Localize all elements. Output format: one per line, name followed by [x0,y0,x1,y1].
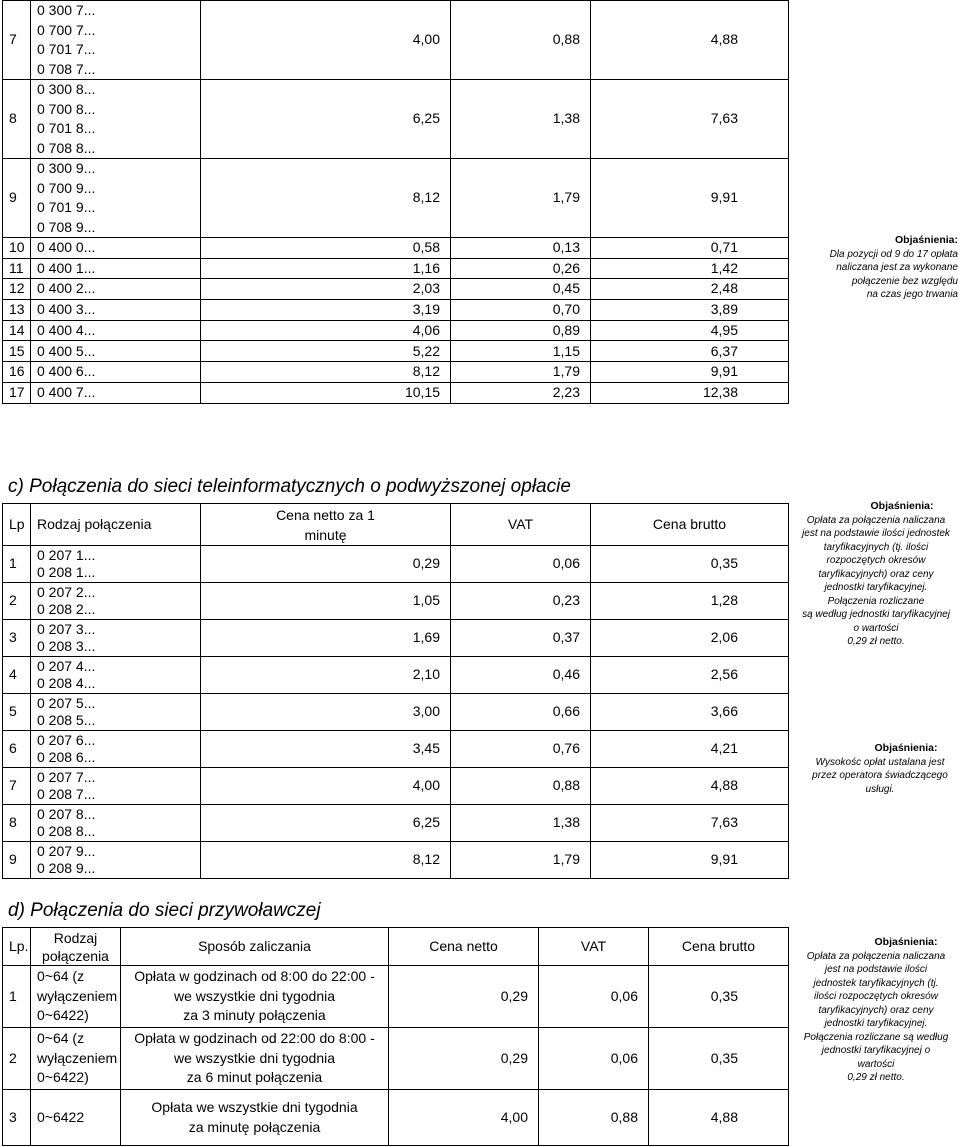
code-prefix: 0 207 8... [37,805,96,822]
row-vat: 0,37 [451,620,591,657]
row-brutto: 6,37 [591,341,789,362]
row-lp: 13 [3,300,31,321]
code-prefix: 0 300 9... [37,160,96,176]
row-lp: 15 [3,341,31,362]
code-prefix: 0 207 1... [37,546,96,563]
sposob-line: za 3 minuty połączenia [183,1007,326,1024]
note-line: naliczana jest za wykonane [836,262,958,273]
note-line: Opłata za połączenia naliczana [806,514,946,526]
row-lp: 16 [3,362,31,383]
row-netto: 6,25 [201,805,451,842]
code-prefix: 0 208 4... [37,675,96,691]
sposob-line: we wszystkie dni tygodnia [173,987,336,1004]
row-codes [31,159,201,238]
row-brutto: 7,63 [591,805,789,842]
code-prefix: 0 208 8... [37,823,96,839]
table-row [3,1028,789,1090]
row-netto: 2,10 [201,657,451,694]
row-netto: 3,19 [201,300,451,321]
row-codes [31,1,201,80]
sposob-line: Opłata w godzinach od 8:00 do 22:00 - [134,968,375,985]
code-prefix: 0 701 7... [37,41,96,57]
row-codes [31,258,201,279]
rodzaj-line: 0~6422) [37,1007,89,1024]
row-brutto: 4,95 [591,320,789,341]
row-codes [31,300,201,321]
row-vat: 0,06 [539,966,649,1028]
rodzaj-line: 0~64 (z [37,968,85,985]
row-lp: 14 [3,320,31,341]
code-prefix: 0 207 7... [37,768,96,785]
note-line: jest na podstawie ilości jednostek [802,528,950,539]
table-row [3,583,789,620]
row-vat: 1,38 [451,80,591,159]
row-brutto: 0,35 [591,546,789,583]
rodzaj-line: 0~64 (z [37,1030,85,1047]
note-title: Objaśnienia: [874,936,938,948]
code-prefix: 0 400 6... [37,363,96,380]
sposob-line: za 6 minut połączenia [186,1069,323,1086]
table-row [3,341,789,362]
note-line: usługi. [865,783,895,795]
note-line: Wysokośc opłat ustalana jest [815,756,945,768]
note-title: Objaśnienia: [870,500,934,512]
note-line: Dla pozycji od 9 do 17 opłata [829,248,958,260]
row-netto: 8,12 [201,362,451,383]
note-line: wartości [857,1058,895,1070]
table-row [3,694,789,731]
code-prefix: 0 207 6... [37,731,96,748]
code-prefix: 0 208 3... [37,638,96,654]
note-line: taryfikacyjnych (tj. ilości [823,541,929,553]
row-codes [31,842,201,879]
note-line: taryfikacyjnych) oraz ceny [818,1004,934,1016]
col-brutto: Cena brutto [591,504,789,546]
row-codes [31,731,201,768]
row-codes [31,320,201,341]
row-netto: 4,00 [201,1,451,80]
row-codes [31,805,201,842]
row-rodzaj [31,1090,121,1146]
code-prefix: 0 208 1... [37,564,96,580]
table-c [2,503,789,879]
row-brutto: 9,91 [591,159,789,238]
row-codes [31,362,201,383]
row-lp: 4 [3,657,31,694]
note-line: jest na podstawie ilości [824,964,928,975]
col-netto-line2: minutę [304,526,347,543]
row-netto: 3,00 [201,694,451,731]
row-lp: 6 [3,731,31,768]
code-prefix: 0 701 8... [37,120,96,136]
rodzaj-line: wyłączeniem [37,1049,118,1066]
row-lp: 7 [3,768,31,805]
col-netto-line1: Cena netto za 1 [276,506,375,523]
row-brutto: 9,91 [591,362,789,383]
code-prefix: 0 207 9... [37,842,96,859]
row-netto: 4,06 [201,320,451,341]
rodzaj-line: 0~6422 [37,1108,85,1125]
table-c-header [3,504,789,546]
row-vat: 0,88 [539,1090,649,1146]
table-row [3,382,789,403]
row-netto: 0,29 [201,546,451,583]
row-codes [31,657,201,694]
code-prefix: 0 708 7... [37,60,96,77]
code-prefix: 0 207 3... [37,620,96,637]
code-prefix: 0 700 7... [37,21,96,38]
code-prefix: 0 207 2... [37,583,96,600]
table-row [3,805,789,842]
row-brutto: 0,35 [649,966,789,1028]
row-vat: 0,46 [451,657,591,694]
row-vat: 0,76 [451,731,591,768]
row-brutto: 1,42 [591,258,789,279]
row-vat: 2,23 [451,382,591,403]
row-vat: 0,06 [539,1028,649,1090]
row-netto: 1,16 [201,258,451,279]
section-d-heading: d) Połączenia do sieci przywoławczej [8,900,321,921]
row-netto: 5,22 [201,341,451,362]
table-row [3,300,789,321]
row-netto: 8,12 [201,842,451,879]
table-row [3,731,789,768]
col-netto [201,504,451,546]
row-rodzaj [31,1028,121,1090]
row-brutto: 12,38 [591,382,789,403]
row-netto: 10,15 [201,382,451,403]
sposob-line: Opłata w godzinach od 22:00 do 8:00 - [134,1030,375,1047]
row-codes [31,620,201,657]
table-row [3,620,789,657]
code-prefix: 0 400 2... [37,280,96,297]
code-prefix: 0 208 7... [37,786,96,802]
row-lp: 3 [3,620,31,657]
row-lp: 12 [3,279,31,300]
row-vat: 0,45 [451,279,591,300]
row-codes [31,546,201,583]
row-vat: 1,79 [451,159,591,238]
table-row [3,1,789,80]
row-brutto: 9,91 [591,842,789,879]
code-prefix: 0 300 7... [37,2,96,18]
col-rodzaj-line1: Rodzaj [53,929,98,946]
row-lp: 7 [3,1,31,80]
note-line: jednostki taryfikacyjnej. [824,582,928,593]
row-vat: 0,66 [451,694,591,731]
note-line: jednostki taryfikacyjnej o [821,1045,931,1056]
row-lp: 9 [3,842,31,879]
note-line: ilości rozpoczętych okresów [814,991,938,1002]
row-vat: 0,70 [451,300,591,321]
col-vat: VAT [451,504,591,546]
row-brutto: 7,63 [591,80,789,159]
code-prefix: 0 400 5... [37,342,96,359]
code-prefix: 0 708 8... [37,139,96,156]
row-vat: 1,38 [451,805,591,842]
code-prefix: 0 400 1... [37,259,96,276]
row-lp: 10 [3,238,31,259]
table-row [3,258,789,279]
row-sposob [121,1028,389,1090]
table-row [3,279,789,300]
note-line: rozpoczętych okresów [826,555,926,566]
col-lp: Lp. [3,928,31,966]
col-netto: Cena netto [389,928,539,966]
table-row [3,1090,789,1146]
table-row [3,546,789,583]
table-row [3,362,789,383]
row-netto: 4,00 [389,1090,539,1146]
code-prefix: 0 208 6... [37,749,96,765]
table-b [2,0,789,404]
row-lp: 8 [3,80,31,159]
table-row [3,238,789,259]
row-sposob [121,1090,389,1146]
note-line: są według jednostki taryfikacyjnej [802,609,950,620]
row-brutto: 4,88 [591,1,789,80]
code-prefix: 0 207 5... [37,694,96,711]
sposob-line: Opłata we wszystkie dni tygodnia [151,1099,358,1115]
row-lp: 1 [3,966,31,1028]
row-vat: 0,88 [451,768,591,805]
row-codes [31,694,201,731]
code-prefix: 0 400 4... [37,321,96,338]
row-lp: 17 [3,382,31,403]
row-vat: 0,13 [451,238,591,259]
code-prefix: 0 400 3... [37,301,96,318]
note-line: przez operatora świadczącego [812,770,948,781]
note-d [794,936,958,1085]
row-lp: 1 [3,546,31,583]
row-vat: 0,06 [451,546,591,583]
code-prefix: 0 207 4... [37,657,96,674]
code-prefix: 0 208 2... [37,601,96,617]
row-vat: 0,26 [451,258,591,279]
table-row [3,80,789,159]
row-brutto: 2,56 [591,657,789,694]
row-codes [31,80,201,159]
note-line: taryfikacyjnych) oraz ceny [818,568,934,580]
sposob-line: za minutę połączenia [188,1118,321,1135]
row-vat: 1,15 [451,341,591,362]
row-brutto: 4,88 [591,768,789,805]
row-codes [31,238,201,259]
col-rodzaj [31,928,121,966]
table-row [3,320,789,341]
row-rodzaj [31,966,121,1028]
row-netto: 8,12 [201,159,451,238]
row-lp: 8 [3,805,31,842]
row-codes [31,583,201,620]
table-row [3,842,789,879]
note-c1 [792,500,960,649]
row-codes [31,768,201,805]
note-line: 0,29 zł netto. [847,1072,905,1083]
note-line: jednostek taryfikacyjnych (tj. [813,977,939,989]
row-brutto: 2,48 [591,279,789,300]
row-netto: 0,29 [389,1028,539,1090]
note-line: Opłata za połączenia naliczana [806,950,946,962]
code-prefix: 0 700 9... [37,179,96,196]
col-rodzaj: Rodzaj połączenia [31,504,201,546]
col-vat: VAT [539,928,649,966]
row-netto: 3,45 [201,731,451,768]
row-lp: 2 [3,583,31,620]
col-lp: Lp [3,504,31,546]
row-brutto: 1,28 [591,583,789,620]
row-brutto: 4,88 [649,1090,789,1146]
row-vat: 1,79 [451,842,591,879]
row-netto: 2,03 [201,279,451,300]
row-netto: 6,25 [201,80,451,159]
note-line: Połączenia rozliczane [827,595,925,607]
table-d [2,927,789,1146]
row-vat: 1,79 [451,362,591,383]
table-row [3,768,789,805]
table-row [3,159,789,238]
code-prefix: 0 701 9... [37,199,96,215]
row-lp: 3 [3,1090,31,1146]
row-sposob [121,966,389,1028]
col-rodzaj-line2: połączenia [42,947,109,964]
row-lp: 2 [3,1028,31,1090]
code-prefix: 0 708 9... [37,218,96,235]
row-lp: 11 [3,258,31,279]
row-netto: 0,58 [201,238,451,259]
row-brutto: 0,71 [591,238,789,259]
row-vat: 0,23 [451,583,591,620]
row-netto: 4,00 [201,768,451,805]
note-line: o wartości [853,622,899,634]
row-lp: 9 [3,159,31,238]
code-prefix: 0 400 0... [37,239,96,256]
row-vat: 0,89 [451,320,591,341]
code-prefix: 0 300 8... [37,81,96,97]
row-netto: 0,29 [389,966,539,1028]
row-brutto: 3,89 [591,300,789,321]
row-netto: 1,05 [201,583,451,620]
code-prefix: 0 400 7... [37,383,96,400]
note-line: jednostki taryfikacyjnej. [824,1018,928,1029]
note-line: na czas jego trwania [866,289,958,300]
note-b [808,234,958,302]
row-netto: 1,69 [201,620,451,657]
row-brutto: 0,35 [649,1028,789,1090]
note-line: 0,29 zł netto. [847,636,905,647]
section-c-heading: c) Połączenia do sieci teleinformatycznych o podwyższonej opłacie [8,476,571,497]
note-line: połączenie bez względu [851,275,958,287]
code-prefix: 0 208 9... [37,860,96,876]
note-title: Objaśnienia: [894,234,958,246]
table-row [3,966,789,1028]
note-c2 [800,742,960,796]
row-vat: 0,88 [451,1,591,80]
sposob-line: we wszystkie dni tygodnia [173,1049,336,1066]
note-title: Objaśnienia: [874,742,938,754]
row-brutto: 3,66 [591,694,789,731]
rodzaj-line: 0~6422) [37,1069,89,1086]
code-prefix: 0 700 8... [37,100,96,117]
note-line: Połączenia rozliczane są według [803,1031,949,1043]
rodzaj-line: wyłączeniem [37,987,118,1004]
table-row [3,657,789,694]
row-codes [31,341,201,362]
row-lp: 5 [3,694,31,731]
row-codes [31,382,201,403]
col-brutto: Cena brutto [649,928,789,966]
row-brutto: 2,06 [591,620,789,657]
table-d-header [3,928,789,966]
row-codes [31,279,201,300]
row-brutto: 4,21 [591,731,789,768]
col-sposob: Sposób zaliczania [121,928,389,966]
code-prefix: 0 208 5... [37,712,96,728]
